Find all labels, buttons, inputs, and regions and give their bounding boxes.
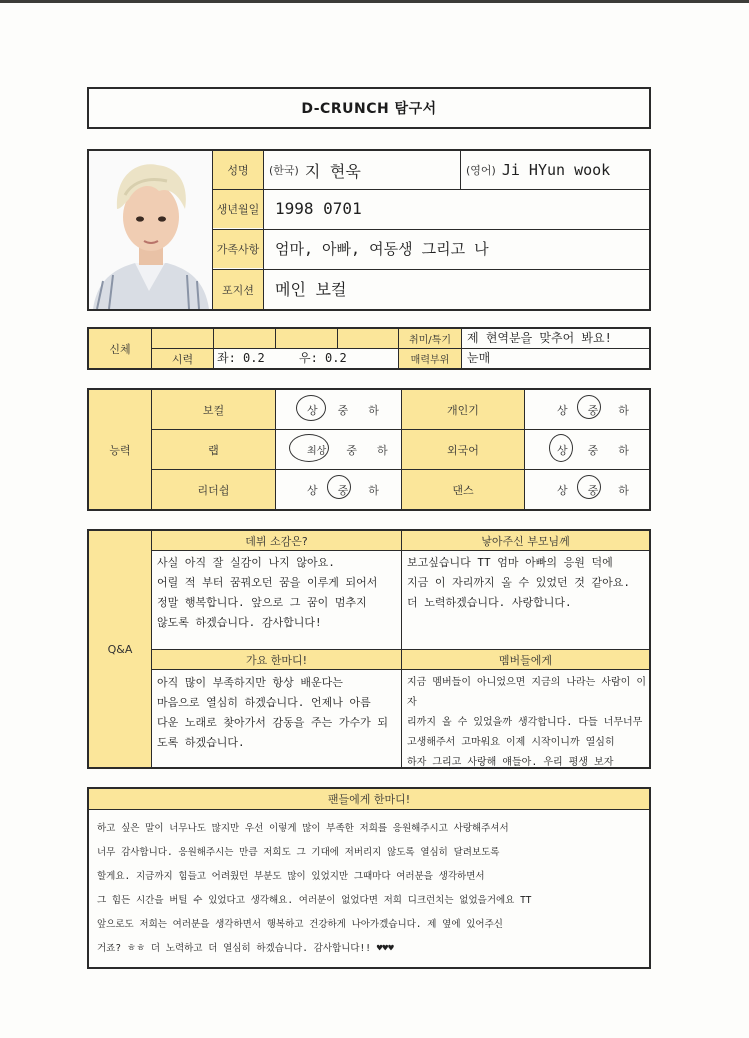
profile-photo — [89, 151, 212, 309]
birth-value: 1998 0701 — [275, 199, 362, 218]
qa-debut-title: 데뷔 소감은? — [152, 531, 401, 550]
fans-title: 팬들에게 한마디! — [89, 789, 649, 809]
name-english-field: (영어) Ji HYun wook — [466, 161, 611, 179]
top-edge-line — [0, 0, 749, 3]
hobby-label: 취미/특기 — [399, 329, 461, 348]
qa-section — [87, 529, 651, 769]
hobby-value: 제 현역분을 맞추어 봐요! — [467, 331, 612, 345]
ability-name-dance: 댄스 — [402, 470, 524, 509]
name-english-value: Ji HYun wook — [501, 161, 611, 179]
position-label: 포지션 — [213, 270, 263, 309]
ability-name-language: 외국어 — [402, 430, 524, 469]
position-value: 메인 보컬 — [275, 280, 347, 299]
vision-right: 우: 0.2 — [299, 351, 347, 365]
qa-music-answer: 아직 많이 부족하지만 항상 배운다는 마음으로 열심히 하겠습니다. 언제나 아름 다운 노래로 찾아가서 감동을 주는 가수가 되 도록 하겠습니다. — [157, 676, 389, 749]
form-title-box — [87, 87, 651, 129]
name-korean-value: 지 현욱 — [304, 161, 361, 181]
ability-name-talent: 개인기 — [402, 390, 524, 429]
qa-music-title: 가요 한마디! — [152, 650, 401, 669]
ability-section — [87, 388, 651, 511]
qa-parents-answer: 보고싶습니다 TT 엄마 아빠의 응원 덕에 지금 이 자리까지 올 수 있었던 것 같아요. 더 노력하겠습니다. 사랑합니다. — [407, 556, 630, 609]
profile-section — [87, 149, 651, 311]
qa-debut-answer: 사실 아직 잘 실감이 나지 않아요. 어릴 적 부터 꿈꿔오던 꿈을 이루게 되어서 정말 행복합니다. 앞으로 그 꿈이 멈추지 않도록 하겠습니다. 감사합니다! — [157, 556, 378, 629]
fans-section — [87, 787, 651, 969]
ability-rating-rap: 최상 중 하 — [307, 444, 388, 457]
rating-circle-dance — [577, 475, 601, 499]
qa-parents-title: 낳아주신 부모님께 — [402, 531, 649, 550]
rating-circle-rap — [289, 434, 329, 462]
name-label: 성명 — [213, 151, 263, 189]
form-title: D-CRUNCH 탐구서 — [301, 101, 437, 117]
charm-value: 눈매 — [467, 351, 491, 365]
ability-rating-talent: 상 중 하 — [557, 404, 629, 417]
ability-name-vocal: 보컬 — [152, 390, 275, 429]
name-korean-field: (한국) 지 현욱 — [269, 151, 459, 189]
family-value: 엄마, 아빠, 여동생 그리고 나 — [275, 240, 489, 258]
rating-circle-leadership — [327, 475, 351, 499]
ability-rating-leadership: 상 중 하 — [307, 484, 379, 497]
family-label: 가족사항 — [213, 230, 263, 268]
ability-name-rap: 랩 — [152, 430, 275, 469]
qa-members-answer: 지금 멤버들이 아니었으면 지금의 나라는 사람이 이 자 리까지 올 수 있었을까 생각합니다. 다들 너무너무 고생해주서 고마워요 이제 시작이니까 열심히 하자 그리고 사랑해 얘들아. 우리 평생 보자 — [407, 677, 646, 768]
ability-label: 능력 — [89, 390, 151, 509]
ability-rating-vocal: 상 중 하 — [307, 404, 379, 417]
qa-members-title: 멤버들에게 — [402, 650, 649, 669]
birth-label: 생년월일 — [213, 190, 263, 228]
rating-circle-talent — [577, 395, 601, 419]
ability-rating-dance: 상 중 하 — [557, 484, 629, 497]
ability-name-leadership: 리더쉽 — [152, 470, 275, 509]
body-section — [87, 327, 651, 370]
fans-message: 하고 싶은 말이 너무나도 많지만 우선 이렇게 많이 부족한 저희를 응원해주시고 사랑해주셔서 너무 감사합니다. 응원해주시는 만큼 저희도 그 기대에 저버리지 않도록 열심히 달려보도록 할게요. 지금까지 힘들고 어려웠던 부분도 많이 있었지만 그때마다 여러분을 생각하면서 그 힘든 시간을 버틸 수 있었다고 생각해요. 여러분이 없었다면 저희 디크런치는 없었을거에요 TT 앞으로도 저희는 여러분을 생각하면서 행복하고 건강하게 나아가겠습니다. 제 옆에 있어주신 거죠? ㅎㅎ 더 노력하고 더 열심히 하겠습니다. 감사합니다!! ♥♥♥ — [97, 823, 532, 954]
rating-circle-vocal — [296, 395, 326, 421]
vision-left: 좌: 0.2 — [217, 351, 265, 365]
charm-label: 매력부위 — [399, 349, 461, 368]
qa-label: Q&A — [89, 531, 151, 767]
vision-label: 시력 — [152, 349, 213, 368]
rap-level-mark: 최상 — [307, 446, 327, 457]
rating-circle-language — [549, 434, 573, 462]
ability-rating-language: 상 중 하 — [557, 444, 629, 457]
body-label: 신체 — [89, 329, 151, 368]
